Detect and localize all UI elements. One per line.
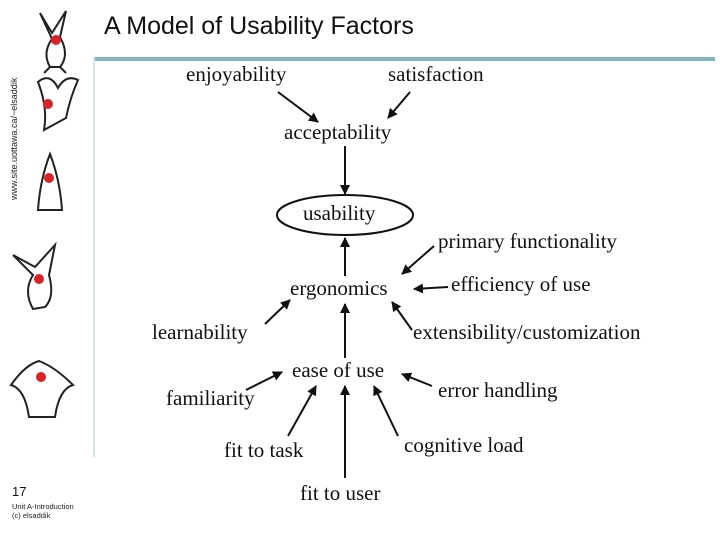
node-acceptability: acceptability	[284, 120, 392, 144]
slide-footer	[12, 502, 74, 520]
edge-primary-ergonomics	[402, 246, 434, 274]
node-extensibility: extensibility/customization	[413, 320, 641, 344]
node-ergonomics: ergonomics	[290, 276, 388, 300]
edge-enjoyability-acceptability	[278, 92, 318, 122]
node-ease-of-use: ease of use	[292, 358, 385, 382]
node-enjoyability: enjoyability	[186, 62, 287, 86]
slide-number: 17	[12, 484, 27, 499]
site-url: www.site.uottawa.ca/~elsaddik	[9, 77, 19, 200]
node-usability: usability	[303, 201, 376, 225]
footer-copyright: (c) elsaddik	[12, 511, 51, 520]
edge-learnability-ergonomics	[265, 300, 290, 324]
edge-satisfaction-acceptability	[388, 92, 410, 118]
node-efficiency-of-use: efficiency of use	[451, 272, 591, 296]
footer-unit: Unit A-Introduction	[12, 502, 74, 511]
node-error-handling: error handling	[438, 378, 558, 402]
node-familiarity: familiarity	[166, 386, 255, 410]
node-fit-to-task: fit to task	[224, 438, 304, 462]
edge-errorhandling-easeofuse	[402, 374, 432, 386]
node-cognitive-load: cognitive load	[404, 433, 524, 457]
edge-efficiency-ergonomics	[414, 287, 448, 289]
node-learnability: learnability	[152, 320, 248, 344]
slide-title: A Model of Usability Factors	[104, 12, 414, 40]
edge-extensibility-ergonomics	[392, 302, 412, 330]
node-satisfaction: satisfaction	[388, 62, 484, 86]
node-primary-functionality: primary functionality	[438, 229, 618, 253]
edge-cognitive-easeofuse	[374, 386, 398, 436]
edge-fittotask-easeofuse	[288, 386, 316, 436]
node-fit-to-user: fit to user	[300, 481, 381, 505]
